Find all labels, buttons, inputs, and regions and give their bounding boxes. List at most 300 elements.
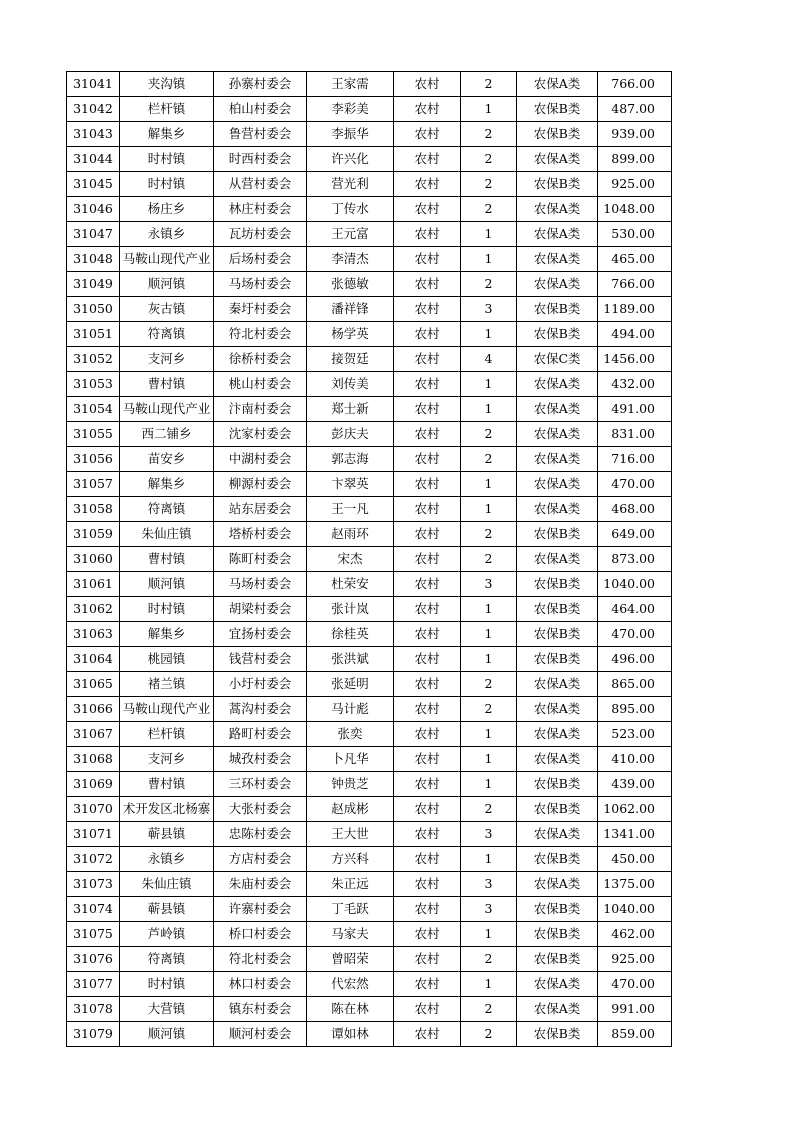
table-row: [67, 1022, 672, 1047]
town-cell: 大营镇: [120, 997, 214, 1022]
id-cell: 31073: [67, 872, 120, 897]
name-cell: 钟贵芝: [307, 772, 394, 797]
household-size-cell: 1: [461, 597, 517, 622]
name-cell: 潘祥锋: [307, 297, 394, 322]
town-cell: 栏杆镇: [120, 97, 214, 122]
id-cell: 31078: [67, 997, 120, 1022]
town-cell: 支河乡: [120, 347, 214, 372]
household-size-cell: 2: [461, 147, 517, 172]
table-row: [67, 897, 672, 922]
household-size-cell: 2: [461, 797, 517, 822]
household-size-cell: 4: [461, 347, 517, 372]
name-cell: 王一凡: [307, 497, 394, 522]
village-cell: 符北村委会: [214, 322, 307, 347]
household-size-cell: 2: [461, 172, 517, 197]
table-row: [67, 522, 672, 547]
name-cell: 张德敏: [307, 272, 394, 297]
village-cell: 徐桥村委会: [214, 347, 307, 372]
id-cell: 31057: [67, 472, 120, 497]
id-cell: 31055: [67, 422, 120, 447]
id-cell: 31076: [67, 947, 120, 972]
town-cell: 苗安乡: [120, 447, 214, 472]
amount-cell: 1040.00: [598, 897, 672, 922]
id-cell: 31041: [67, 72, 120, 97]
household-size-cell: 1: [461, 847, 517, 872]
id-cell: 31052: [67, 347, 120, 372]
id-cell: 31062: [67, 597, 120, 622]
village-cell: 时西村委会: [214, 147, 307, 172]
id-cell: 31046: [67, 197, 120, 222]
village-cell: 城孜村委会: [214, 747, 307, 772]
category-cell: 农保B类: [517, 797, 598, 822]
town-cell: 顺河镇: [120, 1022, 214, 1047]
village-cell: 钱营村委会: [214, 647, 307, 672]
town-cell: 时村镇: [120, 172, 214, 197]
category-cell: 农保B类: [517, 897, 598, 922]
town-cell: 永镇乡: [120, 222, 214, 247]
category-cell: 农保A类: [517, 697, 598, 722]
category-cell: 农保A类: [517, 747, 598, 772]
amount-cell: 1189.00: [598, 297, 672, 322]
id-cell: 31056: [67, 447, 120, 472]
name-cell: 丁毛跃: [307, 897, 394, 922]
town-cell: 时村镇: [120, 597, 214, 622]
name-cell: 接贺廷: [307, 347, 394, 372]
name-cell: 朱正远: [307, 872, 394, 897]
village-cell: 汴南村委会: [214, 397, 307, 422]
amount-cell: 859.00: [598, 1022, 672, 1047]
town-cell: 马鞍山现代产业: [120, 697, 214, 722]
area-cell: 农村: [394, 447, 461, 472]
table-row: [67, 972, 672, 997]
name-cell: 杜荣安: [307, 572, 394, 597]
id-cell: 31068: [67, 747, 120, 772]
village-cell: 符北村委会: [214, 947, 307, 972]
table-row: [67, 497, 672, 522]
household-size-cell: 1: [461, 322, 517, 347]
id-cell: 31050: [67, 297, 120, 322]
household-size-cell: 1: [461, 497, 517, 522]
amount-cell: 1048.00: [598, 197, 672, 222]
amount-cell: 925.00: [598, 172, 672, 197]
amount-cell: 439.00: [598, 772, 672, 797]
town-cell: 西二铺乡: [120, 422, 214, 447]
name-cell: 卜凡华: [307, 747, 394, 772]
table-row: [67, 272, 672, 297]
category-cell: 农保A类: [517, 447, 598, 472]
category-cell: 农保A类: [517, 972, 598, 997]
area-cell: 农村: [394, 722, 461, 747]
village-cell: 孙寨村委会: [214, 72, 307, 97]
amount-cell: 899.00: [598, 147, 672, 172]
id-cell: 31075: [67, 922, 120, 947]
household-size-cell: 1: [461, 972, 517, 997]
table-row: [67, 247, 672, 272]
amount-cell: 470.00: [598, 972, 672, 997]
name-cell: 方兴科: [307, 847, 394, 872]
household-size-cell: 2: [461, 547, 517, 572]
id-cell: 31074: [67, 897, 120, 922]
village-cell: 桥口村委会: [214, 922, 307, 947]
area-cell: 农村: [394, 847, 461, 872]
town-cell: 夹沟镇: [120, 72, 214, 97]
category-cell: 农保A类: [517, 222, 598, 247]
id-cell: 31064: [67, 647, 120, 672]
household-size-cell: 3: [461, 897, 517, 922]
amount-cell: 649.00: [598, 522, 672, 547]
town-cell: 朱仙庄镇: [120, 872, 214, 897]
area-cell: 农村: [394, 247, 461, 272]
town-cell: 时村镇: [120, 972, 214, 997]
village-cell: 小圩村委会: [214, 672, 307, 697]
amount-cell: 468.00: [598, 497, 672, 522]
id-cell: 31059: [67, 522, 120, 547]
household-size-cell: 2: [461, 672, 517, 697]
town-cell: 符离镇: [120, 322, 214, 347]
village-cell: 马场村委会: [214, 272, 307, 297]
name-cell: 曾昭荣: [307, 947, 394, 972]
household-size-cell: 1: [461, 622, 517, 647]
table-row: [67, 572, 672, 597]
household-size-cell: 1: [461, 372, 517, 397]
town-cell: 杨庄乡: [120, 197, 214, 222]
category-cell: 农保A类: [517, 372, 598, 397]
category-cell: 农保B类: [517, 572, 598, 597]
id-cell: 31061: [67, 572, 120, 597]
area-cell: 农村: [394, 322, 461, 347]
area-cell: 农村: [394, 672, 461, 697]
amount-cell: 1040.00: [598, 572, 672, 597]
village-cell: 胡梁村委会: [214, 597, 307, 622]
id-cell: 31053: [67, 372, 120, 397]
name-cell: 李彩美: [307, 97, 394, 122]
village-cell: 三环村委会: [214, 772, 307, 797]
village-cell: 林口村委会: [214, 972, 307, 997]
table-row: [67, 697, 672, 722]
village-cell: 忠陈村委会: [214, 822, 307, 847]
village-cell: 站东居委会: [214, 497, 307, 522]
town-cell: 顺河镇: [120, 572, 214, 597]
village-cell: 鲁营村委会: [214, 122, 307, 147]
amount-cell: 766.00: [598, 72, 672, 97]
table-row: [67, 872, 672, 897]
area-cell: 农村: [394, 522, 461, 547]
area-cell: 农村: [394, 997, 461, 1022]
name-cell: 营光利: [307, 172, 394, 197]
amount-cell: 925.00: [598, 947, 672, 972]
village-cell: 秦圩村委会: [214, 297, 307, 322]
household-size-cell: 2: [461, 997, 517, 1022]
village-cell: 宜扬村委会: [214, 622, 307, 647]
household-size-cell: 3: [461, 872, 517, 897]
table-row: [67, 122, 672, 147]
name-cell: 王元富: [307, 222, 394, 247]
category-cell: 农保B类: [517, 772, 598, 797]
category-cell: 农保B类: [517, 597, 598, 622]
id-cell: 31072: [67, 847, 120, 872]
table-row: [67, 322, 672, 347]
area-cell: 农村: [394, 872, 461, 897]
category-cell: 农保B类: [517, 847, 598, 872]
name-cell: 卞翠英: [307, 472, 394, 497]
amount-cell: 462.00: [598, 922, 672, 947]
name-cell: 张奕: [307, 722, 394, 747]
records-body: [67, 72, 672, 1047]
category-cell: 农保A类: [517, 722, 598, 747]
table-row: [67, 372, 672, 397]
town-cell: 符离镇: [120, 947, 214, 972]
name-cell: 王大世: [307, 822, 394, 847]
household-size-cell: 2: [461, 1022, 517, 1047]
area-cell: 农村: [394, 622, 461, 647]
table-row: [67, 772, 672, 797]
household-size-cell: 3: [461, 297, 517, 322]
area-cell: 农村: [394, 597, 461, 622]
category-cell: 农保A类: [517, 272, 598, 297]
area-cell: 农村: [394, 797, 461, 822]
area-cell: 农村: [394, 147, 461, 172]
amount-cell: 1341.00: [598, 822, 672, 847]
area-cell: 农村: [394, 747, 461, 772]
category-cell: 农保B类: [517, 297, 598, 322]
village-cell: 许寨村委会: [214, 897, 307, 922]
table-row: [67, 947, 672, 972]
household-size-cell: 2: [461, 522, 517, 547]
area-cell: 农村: [394, 472, 461, 497]
name-cell: 杨学英: [307, 322, 394, 347]
category-cell: 农保B类: [517, 322, 598, 347]
amount-cell: 1375.00: [598, 872, 672, 897]
village-cell: 镇东村委会: [214, 997, 307, 1022]
household-size-cell: 2: [461, 422, 517, 447]
village-cell: 瓦坊村委会: [214, 222, 307, 247]
town-cell: 蕲县镇: [120, 897, 214, 922]
area-cell: 农村: [394, 772, 461, 797]
town-cell: 褚兰镇: [120, 672, 214, 697]
area-cell: 农村: [394, 97, 461, 122]
area-cell: 农村: [394, 222, 461, 247]
category-cell: 农保A类: [517, 672, 598, 697]
name-cell: 李振华: [307, 122, 394, 147]
household-size-cell: 1: [461, 397, 517, 422]
id-cell: 31079: [67, 1022, 120, 1047]
amount-cell: 450.00: [598, 847, 672, 872]
amount-cell: 1062.00: [598, 797, 672, 822]
table-row: [67, 597, 672, 622]
amount-cell: 464.00: [598, 597, 672, 622]
town-cell: 顺河镇: [120, 272, 214, 297]
records-table: [66, 71, 672, 1047]
area-cell: 农村: [394, 922, 461, 947]
area-cell: 农村: [394, 1022, 461, 1047]
table-row: [67, 472, 672, 497]
area-cell: 农村: [394, 422, 461, 447]
id-cell: 31060: [67, 547, 120, 572]
category-cell: 农保B类: [517, 122, 598, 147]
id-cell: 31077: [67, 972, 120, 997]
area-cell: 农村: [394, 822, 461, 847]
table-row: [67, 197, 672, 222]
amount-cell: 487.00: [598, 97, 672, 122]
id-cell: 31066: [67, 697, 120, 722]
village-cell: 柏山村委会: [214, 97, 307, 122]
amount-cell: 470.00: [598, 472, 672, 497]
area-cell: 农村: [394, 347, 461, 372]
village-cell: 蒿沟村委会: [214, 697, 307, 722]
table-row: [67, 347, 672, 372]
area-cell: 农村: [394, 697, 461, 722]
id-cell: 31067: [67, 722, 120, 747]
area-cell: 农村: [394, 297, 461, 322]
name-cell: 赵雨环: [307, 522, 394, 547]
amount-cell: 716.00: [598, 447, 672, 472]
area-cell: 农村: [394, 122, 461, 147]
id-cell: 31071: [67, 822, 120, 847]
household-size-cell: 2: [461, 697, 517, 722]
category-cell: 农保A类: [517, 547, 598, 572]
id-cell: 31065: [67, 672, 120, 697]
area-cell: 农村: [394, 372, 461, 397]
name-cell: 王家需: [307, 72, 394, 97]
town-cell: 解集乡: [120, 622, 214, 647]
name-cell: 谭如林: [307, 1022, 394, 1047]
town-cell: 马鞍山现代产业: [120, 247, 214, 272]
household-size-cell: 2: [461, 947, 517, 972]
name-cell: 郑士新: [307, 397, 394, 422]
town-cell: 芦岭镇: [120, 922, 214, 947]
category-cell: 农保A类: [517, 822, 598, 847]
category-cell: 农保B类: [517, 922, 598, 947]
town-cell: 术开发区北杨寨: [120, 797, 214, 822]
name-cell: 马家夫: [307, 922, 394, 947]
area-cell: 农村: [394, 947, 461, 972]
household-size-cell: 2: [461, 272, 517, 297]
amount-cell: 465.00: [598, 247, 672, 272]
household-size-cell: 3: [461, 572, 517, 597]
name-cell: 郭志海: [307, 447, 394, 472]
name-cell: 许兴化: [307, 147, 394, 172]
town-cell: 马鞍山现代产业: [120, 397, 214, 422]
area-cell: 农村: [394, 272, 461, 297]
amount-cell: 1456.00: [598, 347, 672, 372]
household-size-cell: 2: [461, 122, 517, 147]
household-size-cell: 2: [461, 197, 517, 222]
household-size-cell: 1: [461, 97, 517, 122]
name-cell: 马计彪: [307, 697, 394, 722]
table-row: [67, 397, 672, 422]
village-cell: 顺河村委会: [214, 1022, 307, 1047]
category-cell: 农保A类: [517, 72, 598, 97]
town-cell: 支河乡: [120, 747, 214, 772]
town-cell: 曹村镇: [120, 547, 214, 572]
name-cell: 彭庆夫: [307, 422, 394, 447]
amount-cell: 410.00: [598, 747, 672, 772]
name-cell: 李清杰: [307, 247, 394, 272]
town-cell: 解集乡: [120, 122, 214, 147]
table-row: [67, 547, 672, 572]
category-cell: 农保B类: [517, 647, 598, 672]
category-cell: 农保C类: [517, 347, 598, 372]
table-row: [67, 722, 672, 747]
village-cell: 中湖村委会: [214, 447, 307, 472]
category-cell: 农保A类: [517, 422, 598, 447]
id-cell: 31043: [67, 122, 120, 147]
amount-cell: 831.00: [598, 422, 672, 447]
amount-cell: 494.00: [598, 322, 672, 347]
category-cell: 农保A类: [517, 497, 598, 522]
category-cell: 农保A类: [517, 397, 598, 422]
village-cell: 陈町村委会: [214, 547, 307, 572]
village-cell: 塔桥村委会: [214, 522, 307, 547]
table-row: [67, 847, 672, 872]
town-cell: 栏杆镇: [120, 722, 214, 747]
household-size-cell: 1: [461, 472, 517, 497]
table-row: [67, 172, 672, 197]
category-cell: 农保A类: [517, 247, 598, 272]
name-cell: 徐桂英: [307, 622, 394, 647]
area-cell: 农村: [394, 647, 461, 672]
household-size-cell: 1: [461, 647, 517, 672]
category-cell: 农保A类: [517, 872, 598, 897]
id-cell: 31070: [67, 797, 120, 822]
village-cell: 大张村委会: [214, 797, 307, 822]
id-cell: 31047: [67, 222, 120, 247]
village-cell: 桃山村委会: [214, 372, 307, 397]
table-row: [67, 447, 672, 472]
household-size-cell: 3: [461, 822, 517, 847]
id-cell: 31049: [67, 272, 120, 297]
area-cell: 农村: [394, 172, 461, 197]
amount-cell: 766.00: [598, 272, 672, 297]
table-row: [67, 97, 672, 122]
household-size-cell: 1: [461, 722, 517, 747]
area-cell: 农村: [394, 572, 461, 597]
table-row: [67, 422, 672, 447]
town-cell: 符离镇: [120, 497, 214, 522]
table-row: [67, 997, 672, 1022]
town-cell: 朱仙庄镇: [120, 522, 214, 547]
category-cell: 农保A类: [517, 197, 598, 222]
town-cell: 灰古镇: [120, 297, 214, 322]
category-cell: 农保B类: [517, 522, 598, 547]
amount-cell: 491.00: [598, 397, 672, 422]
name-cell: 张延明: [307, 672, 394, 697]
household-size-cell: 2: [461, 447, 517, 472]
area-cell: 农村: [394, 397, 461, 422]
table-row: [67, 747, 672, 772]
area-cell: 农村: [394, 497, 461, 522]
village-cell: 从营村委会: [214, 172, 307, 197]
town-cell: 桃园镇: [120, 647, 214, 672]
table-row: [67, 147, 672, 172]
table-row: [67, 222, 672, 247]
town-cell: 曹村镇: [120, 772, 214, 797]
category-cell: 农保B类: [517, 97, 598, 122]
amount-cell: 523.00: [598, 722, 672, 747]
id-cell: 31045: [67, 172, 120, 197]
id-cell: 31069: [67, 772, 120, 797]
amount-cell: 470.00: [598, 622, 672, 647]
village-cell: 林庄村委会: [214, 197, 307, 222]
name-cell: 代宏然: [307, 972, 394, 997]
amount-cell: 865.00: [598, 672, 672, 697]
name-cell: 赵成彬: [307, 797, 394, 822]
amount-cell: 432.00: [598, 372, 672, 397]
town-cell: 曹村镇: [120, 372, 214, 397]
town-cell: 蕲县镇: [120, 822, 214, 847]
household-size-cell: 2: [461, 72, 517, 97]
household-size-cell: 1: [461, 772, 517, 797]
